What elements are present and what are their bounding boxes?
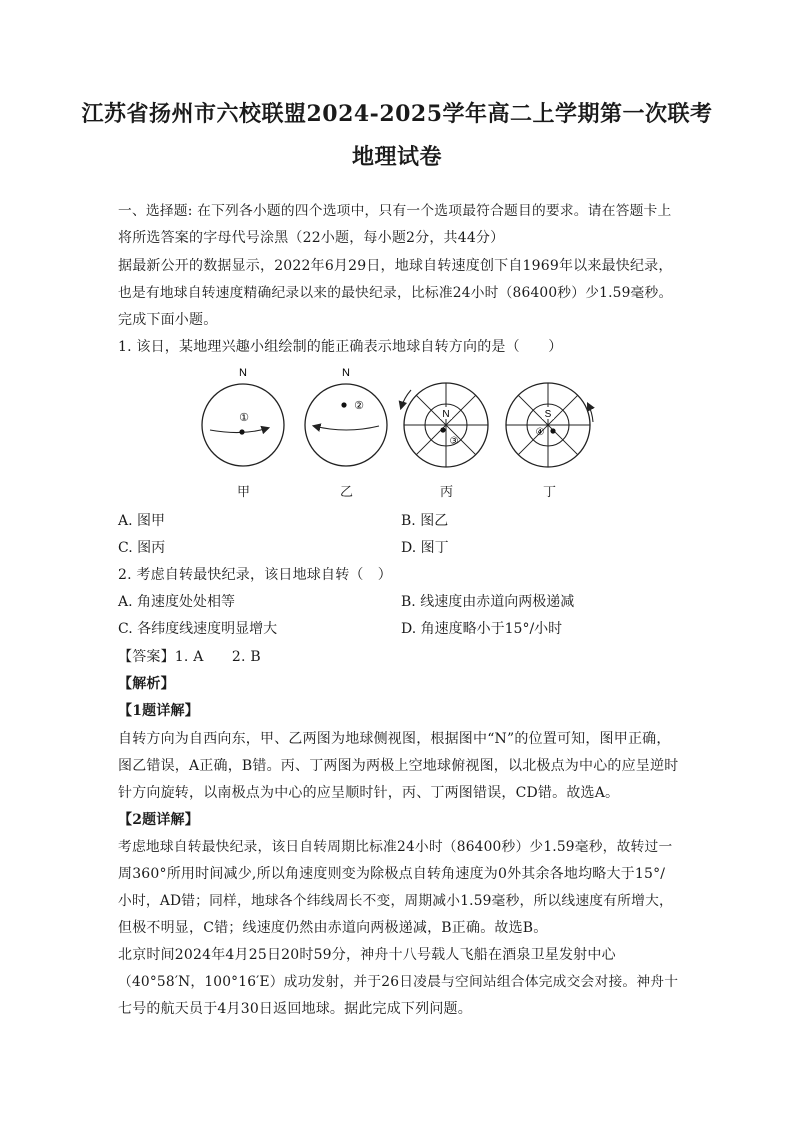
q1-detail-line: 针方向旋转，以南极点为中心的应呈顺时针，丙、丁两图错误，CD错。故选A。 — [118, 785, 620, 801]
q2-option-a: A. 角速度处处相等 — [118, 594, 236, 610]
answer-line: 【答案】1. A 2. B — [118, 649, 261, 665]
earth-circle — [305, 384, 387, 466]
figure-caption-ding: 丁 — [543, 485, 557, 500]
figure-caption-jia: 甲 — [237, 485, 251, 500]
point-dot — [550, 428, 555, 433]
section-header-line: 将所选答案的字母代号涂黑（22小题，每小题2分，共44分） — [118, 230, 505, 246]
material2-line: 北京时间2024年4月25日20时59分，神舟十八号载人飞船在酒泉卫星发射中心 — [118, 947, 616, 963]
pole-label: S — [544, 409, 552, 420]
north-label: N — [342, 367, 350, 379]
question-1-stem: 1. 该日，某地理兴趣小组绘制的能正确表示地球自转方向的是（ ） — [118, 339, 563, 355]
point-label: ① — [239, 411, 249, 424]
diagram-ding — [506, 383, 593, 467]
q2-option-d: D. 角速度略小于15°/小时 — [401, 621, 563, 637]
point-label: ③ — [449, 436, 459, 447]
diagram-jia — [202, 367, 284, 466]
q2-detail-line: 周360°所用时间减少,所以角速度则变为除极点自转角速度为0外其余各地均略大于15°/ — [118, 866, 666, 882]
point-dot — [341, 402, 346, 407]
point-label: ④ — [535, 427, 545, 438]
point-label: ② — [354, 399, 364, 412]
exam-subtitle: 地理试卷 — [351, 144, 442, 170]
q1-detail-line: 自转方向为自西向东，甲、乙两图为地球侧视图，根据图中“N”的位置可知，图甲正确， — [118, 731, 671, 747]
material2-line: （40°58′N，100°16′E）成功发射，并于26日凌晨与空间站组合体完成交会对接。神舟十 — [118, 974, 679, 990]
q2-detail-line: 但极不明显，C错；线速度仍然由赤道向两极递减，B正确。故选B。 — [118, 920, 548, 936]
q1-detail-label: 【1题详解】 — [118, 703, 199, 719]
q2-detail-line: 考虑地球自转最快纪录，该日自转周期比标准24小时（86400秒）少1.59毫秒，故转过一 — [118, 839, 673, 855]
diagram-bing — [401, 383, 488, 467]
figure-caption-yi: 乙 — [340, 485, 354, 500]
q2-detail-line: 小时，AD错；同样，地球各个纬线周长不变，周期减小1.59毫秒，所以线速度有所增大， — [118, 893, 673, 909]
earth-circle — [202, 384, 284, 466]
q1-option-c: C. 图丙 — [118, 540, 166, 556]
q2-option-c: C. 各纬度线速度明显增大 — [118, 621, 278, 637]
point-dot — [239, 429, 244, 434]
material-line: 也是有地球自转速度精确纪录以来的最快纪录，比标准24小时（86400秒）少1.59毫秒。 — [118, 285, 673, 301]
analysis-label: 【解析】 — [118, 676, 175, 692]
q2-option-b: B. 线速度由赤道向两极递减 — [401, 594, 575, 610]
q1-option-d: D. 图丁 — [401, 540, 449, 556]
q1-detail-line: 图乙错误，A正确，B错。丙、丁两图为两极上空地球俯视图，以北极点为中心的应呈逆时 — [118, 758, 679, 774]
q2-detail-label: 【2题详解】 — [118, 812, 199, 828]
material-line: 据最新公开的数据显示，2022年6月29日，地球自转速度创下自1969年以来最快纪录， — [118, 258, 673, 274]
question-2-stem: 2. 考虑自转最快纪录，该日地球自转（ ） — [118, 567, 393, 583]
figure-caption-bing: 丙 — [440, 485, 454, 500]
rotation-arrow — [210, 428, 268, 433]
diagram-yi — [305, 367, 387, 466]
pole-label: N — [442, 409, 450, 420]
material2-line: 七号的航天员于4月30日返回地球。据此完成下列问题。 — [118, 1001, 472, 1017]
q1-option-a: A. 图甲 — [118, 513, 166, 529]
exam-title: 江苏省扬州市六校联盟2024-2025学年高二上学期第一次联考 — [81, 101, 713, 127]
point-dot — [440, 427, 445, 432]
rotation-arrow — [314, 426, 379, 430]
north-label: N — [239, 367, 247, 379]
q1-option-b: B. 图乙 — [401, 513, 449, 529]
material-line: 完成下面小题。 — [118, 312, 218, 328]
section-header-line: 一、选择题: 在下列各小题的四个选项中，只有一个选项最符合题目的要求。请在答题卡上 — [118, 203, 672, 219]
